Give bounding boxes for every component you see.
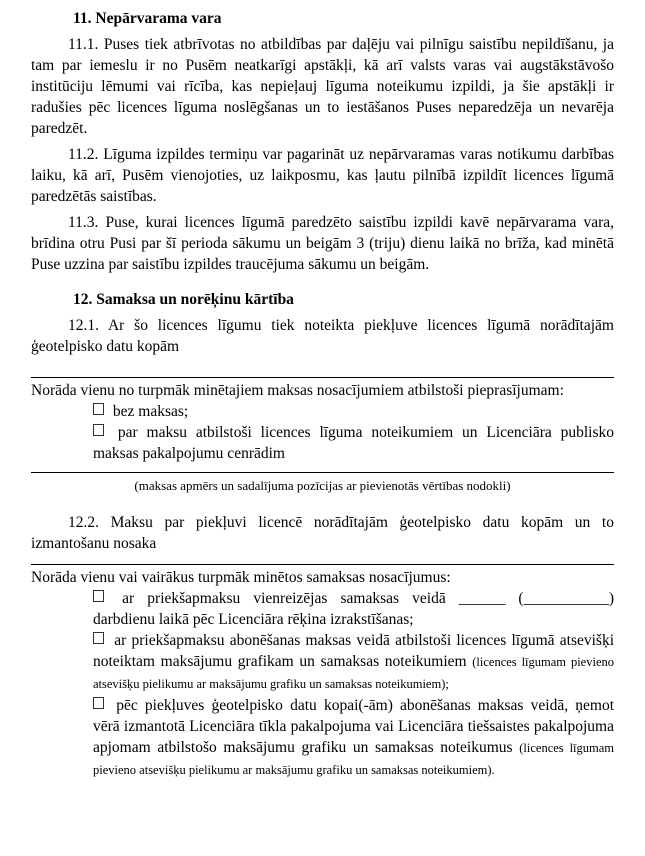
section-11-heading: 11. Nepārvarama vara <box>73 10 222 27</box>
option-text: ar priekšapmaksu abonēšanas maksas veidā atbilstoši licences līgumā atsevišķi noteiktam maksājumu grafikam un samaksas noteikumiem <box>93 632 615 670</box>
option-post-access-subscription <box>93 695 614 781</box>
blank-fill-line <box>31 377 614 378</box>
option-text: pēc piekļuves ģeotelpisko datu kopai(-ām) abonēšanas maksas veidā, ņemot vērā izmantotā Licenciāra tīkla pakalpojuma vai Licenciāra tiešsaistes pakalpojuma apjomam atbilstošo maksājumu grafiku un samaksas noteikumus <box>93 697 614 756</box>
clause-11-3: 11.3. Puse, kurai licences līgumā paredzēto saistību izpildi kavē nepārvarama vara, brīdina otru Pusi par šī perioda sākumu un beigām 3 (triju) dienu laikā no brīža, kad minētā Puse uzzina par saistību izpildes traucējuma sākumu un beigām. <box>31 214 614 273</box>
blank-fill-line <box>31 472 614 473</box>
option-note: (licences līgumam pievieno atsevišķu pielikumu ar maksājumu grafiku un samaksas noteikumiem). <box>93 741 615 777</box>
option-paid <box>93 422 614 464</box>
checkbox-paid-icon[interactable] <box>93 424 104 436</box>
clause-11-2: 11.2. Līguma izpildes termiņu var pagarināt uz nepārvaramas varas notikumu darbības laiku, kā arī, Pusēm vienojoties, uz laikposmu, kas ļautu pilnībā izpildīt licences līgumā paredzētās saistības. <box>31 146 614 205</box>
clause-12-2: 12.2. Maksu par piekļuvi licencē norādītajām ģeotelpisko datu kopām un to izmantošanu nosaka <box>31 514 614 552</box>
payment-conditions-intro: Norāda vienu no turpmāk minētajiem maksas nosacījumiem atbilstoši pieprasījumam: <box>31 382 564 399</box>
clause-11-1: 11.1. Puses tiek atbrīvotas no atbildības par daļēju vai pilnīgu saistību nepildīšanu, ja tam par iemeslu ir no Pusēm neatkarīgi apstākļi, kā arī valsts varas vai augstākstāvošo institūciju lēmumi vai rīcība, kas nepieļauj līguma noteikumu izpildi, ja šie apstākļi ir radušies pēc licences līguma noslēgšanas un to iestāšanos Puses neparedzēja un nevarēja paredzēt. <box>31 36 614 137</box>
checkbox-single-prepayment-icon[interactable] <box>93 590 104 602</box>
payment-terms-intro: Norāda vienu vai vairākus turpmāk minētos samaksas nosacījumus: <box>31 569 451 586</box>
option-note: (licences līgumam pievieno atsevišķu pielikumu ar maksājumu grafiku un samaksas noteikumiem); <box>93 655 614 691</box>
checkbox-subscription-prepayment-icon[interactable] <box>93 632 104 644</box>
option-text: par maksu atbilstoši licences līguma noteikumiem un Licenciāra publisko maksas pakalpojumu cenrādim <box>93 424 614 462</box>
checkbox-post-access-subscription-icon[interactable] <box>93 697 104 709</box>
section-12-heading: 12. Samaksa un norēķinu kārtība <box>73 291 294 308</box>
fee-amount-caption: (maksas apmērs un sadalījuma pozīcijas ar pievienotās vērtības nodokli) <box>134 478 511 493</box>
option-free-of-charge <box>93 401 614 422</box>
clause-12-1: 12.1. Ar šo licences līgumu tiek noteikta piekļuve licences līgumā norādītajām ģeotelpisko datu kopām <box>31 317 614 355</box>
option-text: ar priekšapmaksu vienreizējas samaksas veidā ______ (___________) darbdienu laikā pēc Licenciāra rēķina izrakstīšanas; <box>93 590 615 628</box>
checkbox-free-of-charge-icon[interactable] <box>93 403 104 415</box>
blank-fill-line <box>31 564 614 565</box>
option-text: bez maksas; <box>112 403 189 420</box>
option-subscription-prepayment <box>93 630 614 695</box>
option-single-prepayment <box>93 588 614 630</box>
